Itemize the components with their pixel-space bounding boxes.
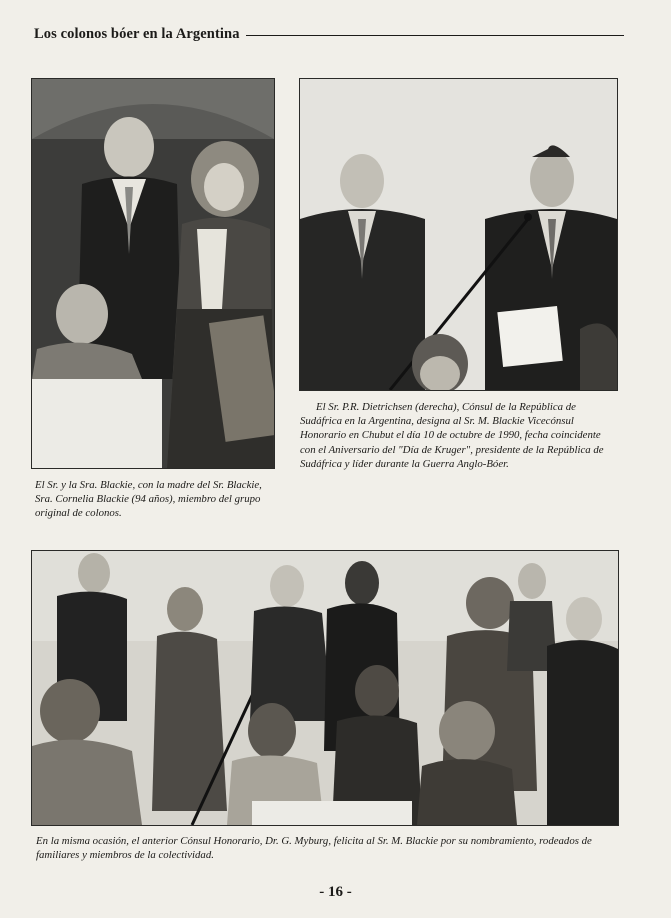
photo-blackie-family <box>31 78 275 469</box>
running-header <box>34 24 624 44</box>
caption-blackie-family: El Sr. y la Sra. Blackie, con la madre del Sr. Blackie, Sra. Cornelia Blackie (94 años), miembro del grupo original de colonos. <box>35 479 262 520</box>
header-title: Los colonos bóer en la Argentina <box>34 25 240 42</box>
page-number: - 16 - <box>319 884 352 900</box>
caption-consul-appointment: El Sr. P.R. Dietrichsen (derecha), Cónsul de la República de Sudáfrica en la Argentina, designa al Sr. M. Blackie Vicecónsul Honorario en Chubut el día 10 de octubre de 1990, fecha coincidente con el Aniversario del "Día de Kruger", presidente de la República de Sudáfrica y líder durante la Guerra Anglo-Bóer. <box>300 401 604 470</box>
photo-consul-appointment <box>299 78 618 391</box>
caption-former-consul-congratulations: En la misma ocasión, el anterior Cónsul Honorario, Dr. G. Myburg, felicita al Sr. M. Blackie por su nombramiento, rodeados de familiares y miembros de la colectividad. <box>36 835 592 862</box>
photo-former-consul-congratulations-image <box>32 551 618 825</box>
photo-blackie-family-image <box>32 79 274 468</box>
photo-consul-appointment-image <box>300 79 617 390</box>
header-rule <box>246 35 624 36</box>
photo-former-consul-congratulations <box>31 550 619 826</box>
